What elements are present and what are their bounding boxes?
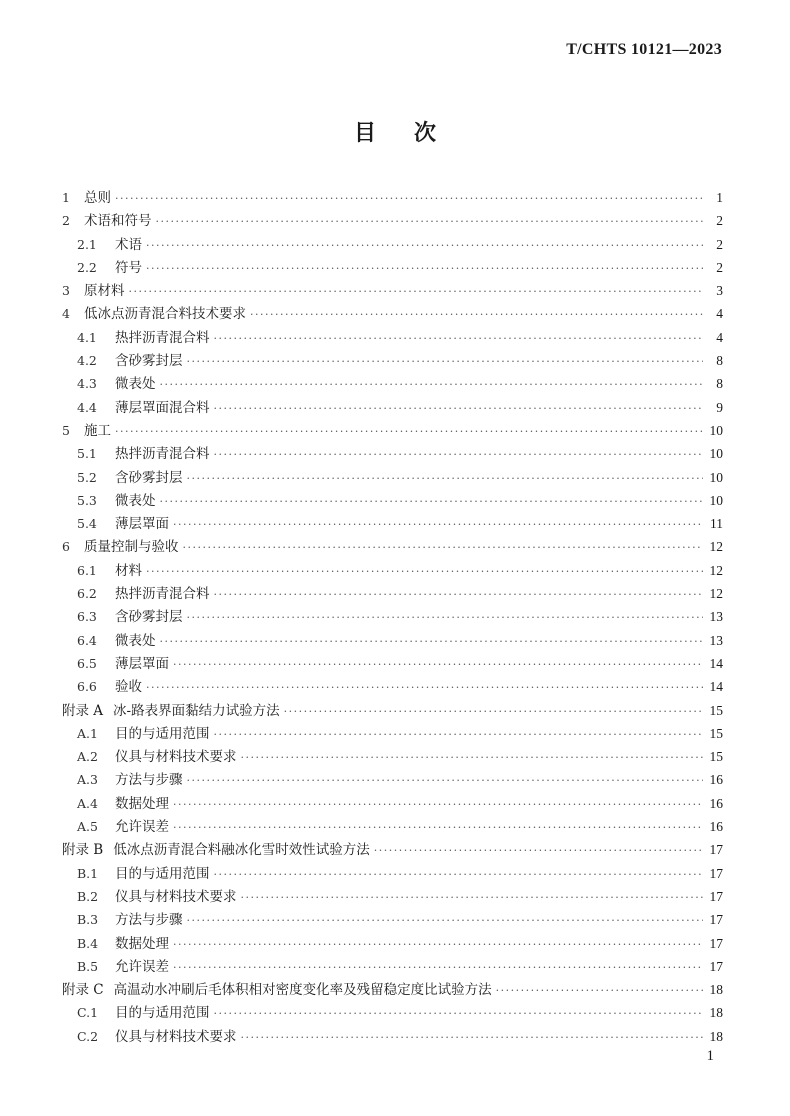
toc-entry-number: 5.4	[77, 516, 97, 532]
toc-entry-page: 16	[709, 819, 723, 835]
toc-entry-number: A.1	[77, 725, 98, 741]
toc-entry-title: 目的与适用范围	[115, 865, 210, 882]
table-of-contents	[62, 186, 723, 1048]
toc-entry-26[interactable]	[62, 768, 723, 791]
toc-entry-32[interactable]	[62, 908, 723, 931]
toc-entry-number: 4.1	[77, 329, 97, 345]
toc-entry-number: 4	[62, 306, 70, 322]
toc-entry-page: 9	[716, 399, 723, 415]
toc-dot-leader	[173, 658, 703, 671]
toc-entry-title: 原材料	[84, 283, 125, 300]
toc-entry-9[interactable]	[62, 372, 723, 395]
toc-entry-number: 2.2	[77, 259, 97, 275]
toc-entry-title: 含砂雾封层	[115, 353, 183, 370]
toc-dot-leader	[160, 495, 704, 508]
toc-entry-page: 1	[716, 190, 723, 205]
toc-entry-page: 12	[709, 586, 723, 602]
toc-dot-leader	[156, 215, 704, 228]
toc-entry-title: 验收	[115, 679, 142, 696]
toc-entry-34[interactable]	[62, 955, 723, 978]
toc-dot-leader	[241, 891, 704, 904]
toc-entry-1[interactable]	[62, 186, 723, 209]
toc-entry-page: 17	[709, 958, 723, 974]
toc-entry-20[interactable]	[62, 629, 723, 652]
toc-entry-title: 符号	[115, 259, 142, 276]
toc-entry-title: 术语	[115, 236, 142, 253]
toc-dot-leader	[160, 378, 704, 391]
toc-dot-leader	[496, 984, 703, 997]
toc-entry-number: 5.1	[77, 446, 97, 462]
toc-entry-number: 1	[62, 190, 70, 205]
toc-entry-number: B.2	[77, 888, 99, 904]
toc-dot-leader	[146, 565, 703, 578]
toc-entry-number: B.4	[77, 935, 99, 951]
toc-entry-page: 17	[709, 842, 723, 858]
toc-dot-leader	[214, 868, 704, 881]
toc-entry-28[interactable]	[62, 815, 723, 838]
toc-entry-number: B.3	[77, 912, 99, 928]
toc-entry-11[interactable]	[62, 419, 723, 442]
toc-entry-page: 2	[716, 259, 723, 275]
toc-entry-number: 2	[62, 213, 70, 229]
toc-entry-title: 数据处理	[115, 935, 169, 952]
toc-entry-page: 14	[709, 679, 723, 695]
toc-entry-36[interactable]	[62, 1001, 723, 1024]
toc-entry-25[interactable]	[62, 745, 723, 768]
toc-entry-title: 质量控制与验收	[84, 539, 179, 556]
toc-entry-page: 17	[709, 935, 723, 951]
toc-entry-number: 4.3	[77, 376, 97, 392]
toc-entry-number: A.3	[77, 772, 98, 788]
toc-entry-number: B.5	[77, 958, 99, 974]
toc-entry-16[interactable]	[62, 535, 723, 558]
toc-entry-18[interactable]	[62, 582, 723, 605]
toc-entry-title: 方法与步骤	[115, 772, 183, 789]
toc-dot-leader	[187, 774, 704, 787]
toc-entry-title: 微表处	[115, 376, 156, 393]
toc-entry-33[interactable]	[62, 932, 723, 955]
toc-entry-page: 15	[709, 749, 723, 765]
toc-entry-title: 热拌沥青混合料	[115, 446, 210, 463]
toc-entry-page: 16	[709, 795, 723, 811]
toc-dot-leader	[214, 588, 704, 601]
toc-entry-23[interactable]	[62, 699, 723, 722]
toc-entry-10[interactable]	[62, 396, 723, 419]
toc-entry-title: 仪具与材料技术要求	[115, 749, 237, 766]
toc-entry-page: 15	[709, 702, 723, 718]
toc-entry-number: 5	[62, 422, 70, 438]
toc-dot-leader	[374, 844, 703, 857]
toc-entry-number: 附录 B	[62, 842, 104, 859]
toc-entry-page: 18	[709, 1005, 723, 1021]
toc-dot-leader	[115, 425, 703, 438]
page-number: 1	[706, 1048, 714, 1064]
toc-entry-page: 10	[709, 446, 723, 462]
toc-entry-title: 仪具与材料技术要求	[115, 1028, 237, 1045]
toc-entry-number: A.5	[77, 819, 98, 835]
toc-entry-title: 术语和符号	[84, 213, 152, 230]
toc-dot-leader	[115, 192, 703, 205]
toc-entry-number: 5.3	[77, 492, 97, 508]
toc-entry-number: 4.2	[77, 353, 97, 369]
toc-dot-leader	[173, 798, 703, 811]
toc-dot-leader	[214, 1007, 704, 1020]
toc-entry-page: 13	[709, 632, 723, 648]
toc-entry-27[interactable]	[62, 792, 723, 815]
toc-dot-leader	[250, 308, 703, 321]
toc-entry-number: 6.4	[77, 632, 97, 648]
toc-entry-number: B.1	[77, 865, 99, 881]
toc-dot-leader	[214, 402, 704, 415]
toc-entry-number: 3	[62, 283, 70, 299]
toc-entry-number: 5.2	[77, 469, 97, 485]
toc-dot-leader	[129, 285, 704, 298]
toc-entry-22[interactable]	[62, 675, 723, 698]
toc-entry-number: 2.1	[77, 236, 97, 252]
toc-entry-page: 3	[716, 283, 723, 299]
toc-entry-title: 低冰点沥青混合料技术要求	[84, 306, 246, 323]
toc-entry-35[interactable]	[62, 978, 723, 1001]
toc-dot-leader	[146, 262, 703, 275]
document-code: T/CHTS 10121—2023	[566, 41, 722, 58]
toc-entry-page: 12	[709, 539, 723, 555]
toc-entry-7[interactable]	[62, 326, 723, 349]
toc-entry-page: 11	[710, 516, 723, 532]
toc-dot-leader	[146, 681, 703, 694]
toc-entry-number: 6.5	[77, 655, 97, 671]
toc-entry-page: 12	[709, 562, 723, 578]
toc-entry-29[interactable]	[62, 838, 723, 861]
toc-entry-number: C.1	[77, 1005, 99, 1021]
toc-entry-page: 18	[709, 1028, 723, 1044]
toc-entry-number: 附录 A	[62, 702, 104, 719]
toc-dot-leader	[214, 332, 704, 345]
toc-entry-title: 施工	[84, 422, 111, 439]
toc-entry-15[interactable]	[62, 512, 723, 535]
toc-entry-title: 允许误差	[115, 958, 169, 975]
toc-entry-title: 热拌沥青混合料	[115, 329, 210, 346]
toc-entry-21[interactable]	[62, 652, 723, 675]
toc-entry-title: 目的与适用范围	[115, 725, 210, 742]
toc-entry-17[interactable]	[62, 559, 723, 582]
toc-entry-number: A.2	[77, 749, 98, 765]
toc-dot-leader	[187, 472, 704, 485]
toc-dot-leader	[187, 611, 704, 624]
toc-entry-title: 微表处	[115, 492, 156, 509]
toc-entry-3[interactable]	[62, 233, 723, 256]
toc-entry-19[interactable]	[62, 605, 723, 628]
toc-entry-page: 15	[709, 725, 723, 741]
toc-entry-title: 微表处	[115, 632, 156, 649]
toc-entry-page: 17	[709, 912, 723, 928]
toc-dot-leader	[187, 914, 704, 927]
toc-dot-leader	[187, 355, 704, 368]
toc-entry-number: 4.4	[77, 399, 97, 415]
toc-dot-leader	[214, 448, 704, 461]
toc-dot-leader	[173, 938, 703, 951]
toc-entry-title: 高温动水冲刷后毛体积相对密度变化率及残留稳定度比试验方法	[113, 982, 492, 999]
toc-entry-title: 热拌沥青混合料	[115, 586, 210, 603]
page-title: 目次	[353, 120, 474, 146]
toc-entry-page: 2	[716, 236, 723, 252]
toc-entry-page: 17	[709, 865, 723, 881]
toc-entry-number: 附录 C	[62, 982, 104, 999]
toc-entry-title: 冰-路表界面黏结力试验方法	[113, 702, 280, 719]
toc-entry-24[interactable]	[62, 722, 723, 745]
toc-entry-title: 含砂雾封层	[115, 609, 183, 626]
toc-entry-page: 18	[709, 982, 723, 998]
toc-entry-title: 薄层罩面	[115, 655, 169, 672]
toc-dot-leader	[183, 541, 704, 554]
toc-dot-leader	[173, 821, 703, 834]
toc-entry-2[interactable]	[62, 209, 723, 232]
toc-entry-page: 17	[709, 888, 723, 904]
toc-entry-title: 含砂雾封层	[115, 469, 183, 486]
toc-dot-leader	[241, 751, 704, 764]
toc-dot-leader	[160, 635, 704, 648]
toc-entry-30[interactable]	[62, 862, 723, 885]
toc-entry-page: 10	[709, 422, 723, 438]
toc-entry-title: 总则	[84, 190, 111, 206]
toc-entry-title: 薄层罩面混合料	[115, 399, 210, 416]
toc-entry-31[interactable]	[62, 885, 723, 908]
toc-entry-number: 6.2	[77, 586, 97, 602]
toc-entry-37[interactable]	[62, 1025, 723, 1048]
toc-entry-title: 仪具与材料技术要求	[115, 888, 237, 905]
toc-entry-number: 6.6	[77, 679, 97, 695]
toc-dot-leader	[284, 705, 703, 718]
toc-dot-leader	[214, 728, 704, 741]
toc-entry-page: 4	[716, 306, 723, 322]
toc-entry-number: 6	[62, 539, 70, 555]
toc-entry-12[interactable]	[62, 442, 723, 465]
toc-entry-8[interactable]	[62, 349, 723, 372]
toc-entry-number: 6.3	[77, 609, 97, 625]
toc-entry-title: 薄层罩面	[115, 516, 169, 533]
toc-entry-5[interactable]	[62, 279, 723, 302]
toc-entry-title: 目的与适用范围	[115, 1005, 210, 1022]
toc-entry-6[interactable]	[62, 302, 723, 325]
toc-entry-4[interactable]	[62, 256, 723, 279]
toc-dot-leader	[173, 961, 703, 974]
toc-entry-page: 14	[709, 655, 723, 671]
toc-entry-page: 8	[716, 353, 723, 369]
toc-dot-leader	[173, 518, 703, 531]
toc-entry-number: 6.1	[77, 562, 97, 578]
toc-entry-number: A.4	[77, 795, 98, 811]
toc-entry-page: 10	[709, 469, 723, 485]
toc-entry-title: 数据处理	[115, 795, 169, 812]
toc-entry-page: 13	[709, 609, 723, 625]
toc-entry-title: 允许误差	[115, 819, 169, 836]
toc-entry-13[interactable]	[62, 466, 723, 489]
toc-entry-number: C.2	[77, 1028, 99, 1044]
toc-entry-page: 10	[709, 492, 723, 508]
toc-entry-page: 8	[716, 376, 723, 392]
toc-entry-14[interactable]	[62, 489, 723, 512]
toc-entry-page: 4	[716, 329, 723, 345]
toc-entry-page: 16	[709, 772, 723, 788]
toc-entry-title: 低冰点沥青混合料融冰化雪时效性试验方法	[113, 842, 370, 859]
toc-entry-page: 2	[716, 213, 723, 229]
toc-dot-leader	[241, 1031, 704, 1044]
toc-entry-title: 方法与步骤	[115, 912, 183, 929]
toc-entry-title: 材料	[115, 562, 142, 579]
toc-dot-leader	[146, 239, 703, 252]
